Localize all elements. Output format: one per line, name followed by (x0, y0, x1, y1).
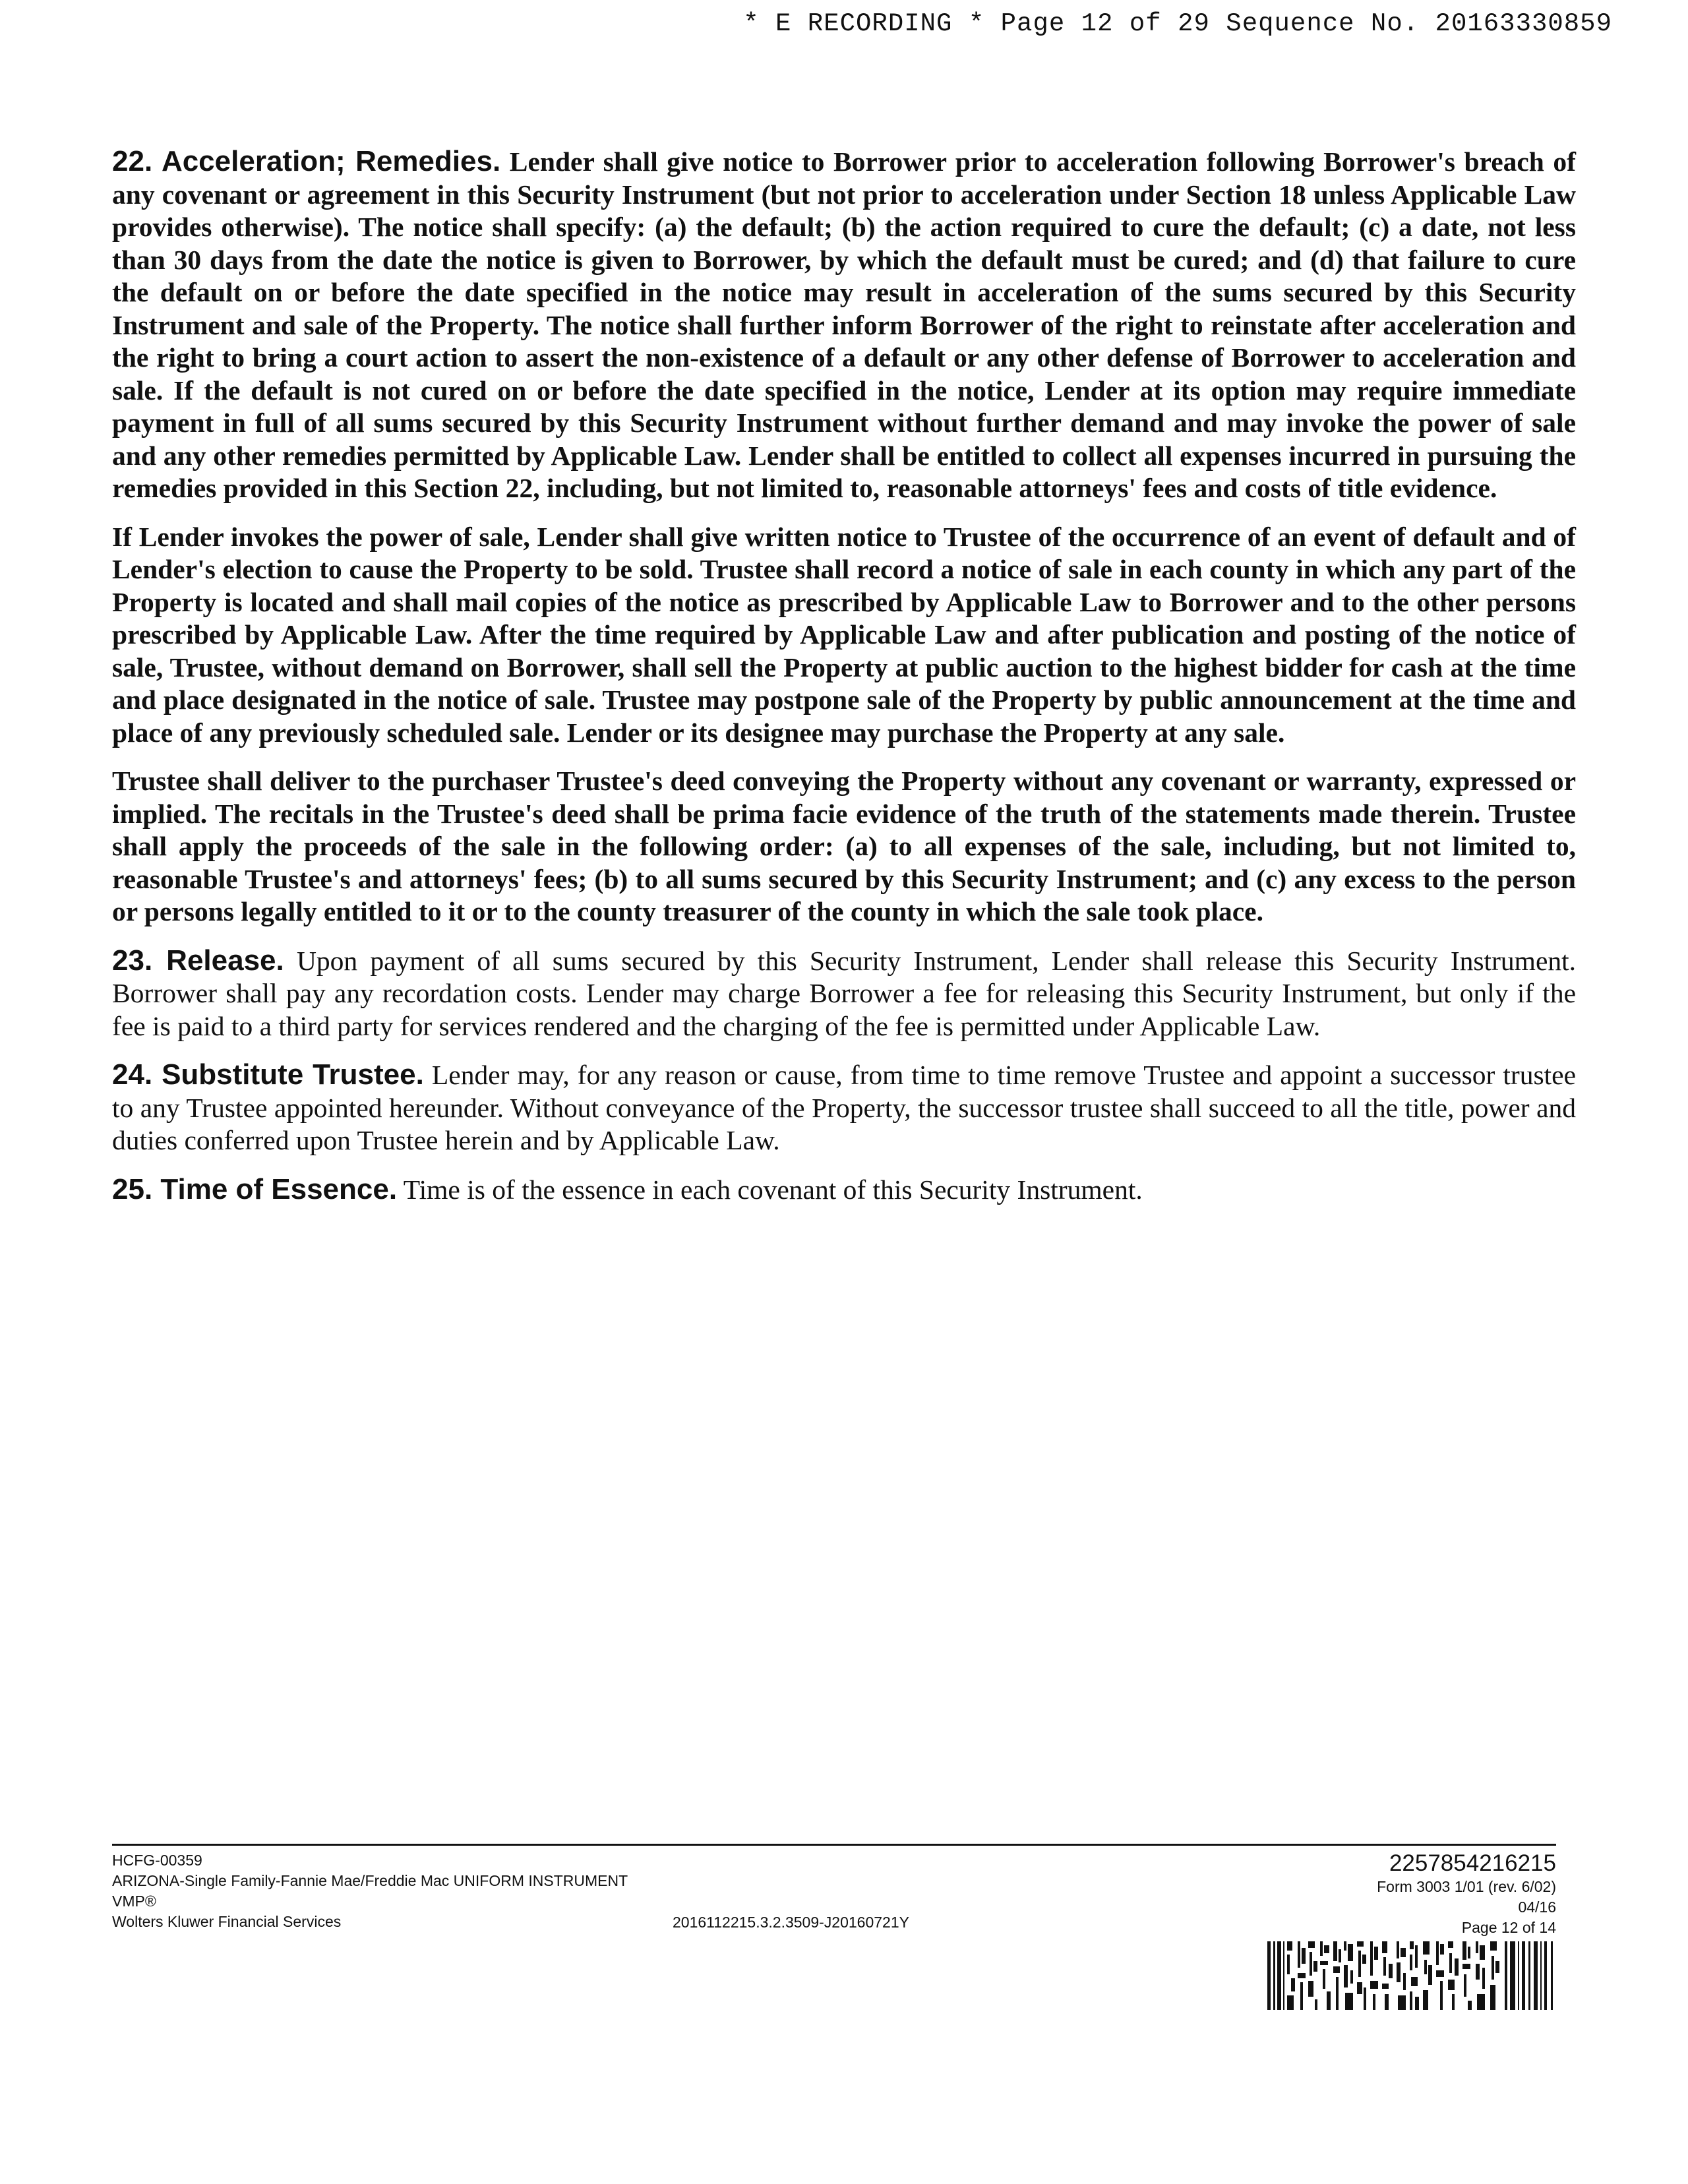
footer-left (112, 1850, 628, 1932)
footer-code: HCFG-00359 (112, 1852, 202, 1869)
section-25-heading: 25. Time of Essence. (112, 1172, 398, 1205)
footer-page-number: Page 12 of 14 (1461, 1919, 1556, 1936)
section-25-paragraph (112, 1173, 1576, 1207)
footer-vmp: VMP® (112, 1893, 156, 1910)
section-23-paragraph (112, 944, 1576, 1043)
barcode-icon (1267, 1941, 1556, 2010)
section-24-heading: 24. Substitute Trustee. (112, 1058, 424, 1091)
section-23-text: Upon payment of all sums secured by this Security Instrument, Lender shall release this Security Instrument. Borrower shall pay any recordation costs. Lender may charge Borrower a fee for releasing this Security Instrument, but only if the fee is paid to a third party for services rendered and the charging of the fee is permitted under Applicable Law. (112, 945, 1577, 1041)
section-22-text-1: Lender shall give notice to Borrower prior to acceleration following Borrower's breach of any covenant or agreement in this Security Instrument (but not prior to acceleration under Section 18 unless Applicable Law provides otherwise). The notice shall specify: (a) the default; (b) the action required to cure the default; (c) a date, not less than 30 days from the date the notice is given to Borrower, by which the default must be cured; and (d) that failure to cure the default on or before the date specified in the notice may result in acceleration of the sums secured by this Security Instrument and sale of the Property. The notice shall further inform Borrower of the right to reinstate after acceleration and the right to bring a court action to assert the non-existence of a default or any other defense of Borrower to acceleration and sale. If the default is not cured on or before the date specified in the notice, Lender at its option may require immediate payment in full of all sums secured by this Security Instrument without further demand and may invoke the power of sale and any other remedies permitted by Applicable Law. Lender shall be entitled to collect all expenses incurred in pursuing the remedies provided in this Section 22, including, but not limited to, reasonable attorneys' fees and costs of title evidence. (112, 146, 1577, 503)
footer-right (1377, 1850, 1556, 1938)
section-24-text: Lender may, for any reason or cause, from time to time remove Trustee and appoint a successor trustee to any Trustee appointed hereunder. Without conveyance of the Property, the successor trustee shall succeed to all the title, power and duties conferred upon Trustee herein and by Applicable Law. (112, 1060, 1577, 1155)
footer-form-date: 04/16 (1518, 1898, 1556, 1916)
footer-form-number: Form 3003 1/01 (rev. 6/02) (1377, 1878, 1556, 1895)
footer-divider (112, 1844, 1556, 1846)
section-25-text: Time is of the essence in each covenant of this Security Instrument. (403, 1174, 1143, 1205)
section-22-paragraph-3: Trustee shall deliver to the purchaser Trustee's deed conveying the Property without any covenant or warranty, expressed or implied. The recitals in the Trustee's deed shall be prima facie evidence of the truth of the statements made therein. Trustee shall apply the proceeds of the sale in the following order: (a) to all expenses of the sale, including, but not limited to, reasonable Trustee's and attorneys' fees; (b) to all sums secured by this Security Instrument; and (c) any excess to the person or persons legally entitled to it or to the county treasurer of the county in which the sale took place. (112, 766, 1576, 926)
recording-header: * E RECORDING * Page 12 of 29 Sequence No. 20163330859 (743, 9, 1612, 38)
footer-doc-id: 2016112215.3.2.3509-J20160721Y (673, 1914, 909, 1931)
section-22-paragraph-1 (112, 145, 1576, 505)
section-24-paragraph (112, 1058, 1576, 1157)
document-body (112, 145, 1576, 1222)
section-23-heading: 23. Release. (112, 944, 284, 977)
section-22-paragraph-2: If Lender invokes the power of sale, Lender shall give written notice to Trustee of the occurrence of an event of default and of Lender's election to cause the Property to be sold. Trustee shall record a notice of sale in each county in which any part of the Property is located and shall mail copies of the notice as prescribed by Applicable Law to Borrower and to the other persons prescribed by Applicable Law. After the time required by Applicable Law and after publication and posting of the notice of sale, Trustee, without demand on Borrower, shall sell the Property at public auction to the highest bidder for cash at the time and place designated in the notice of sale. Trustee may postpone sale of the Property by public announcement at the time and place of any previously scheduled sale. Lender or its designee may purchase the Property at any sale. (112, 521, 1576, 748)
footer-form-title: ARIZONA-Single Family-Fannie Mae/Freddie Mac UNIFORM INSTRUMENT (112, 1872, 628, 1889)
section-22-heading: 22. Acceleration; Remedies. (112, 145, 501, 177)
footer-loan-number: 2257854216215 (1389, 1850, 1556, 1876)
footer-publisher: Wolters Kluwer Financial Services (112, 1913, 342, 1930)
